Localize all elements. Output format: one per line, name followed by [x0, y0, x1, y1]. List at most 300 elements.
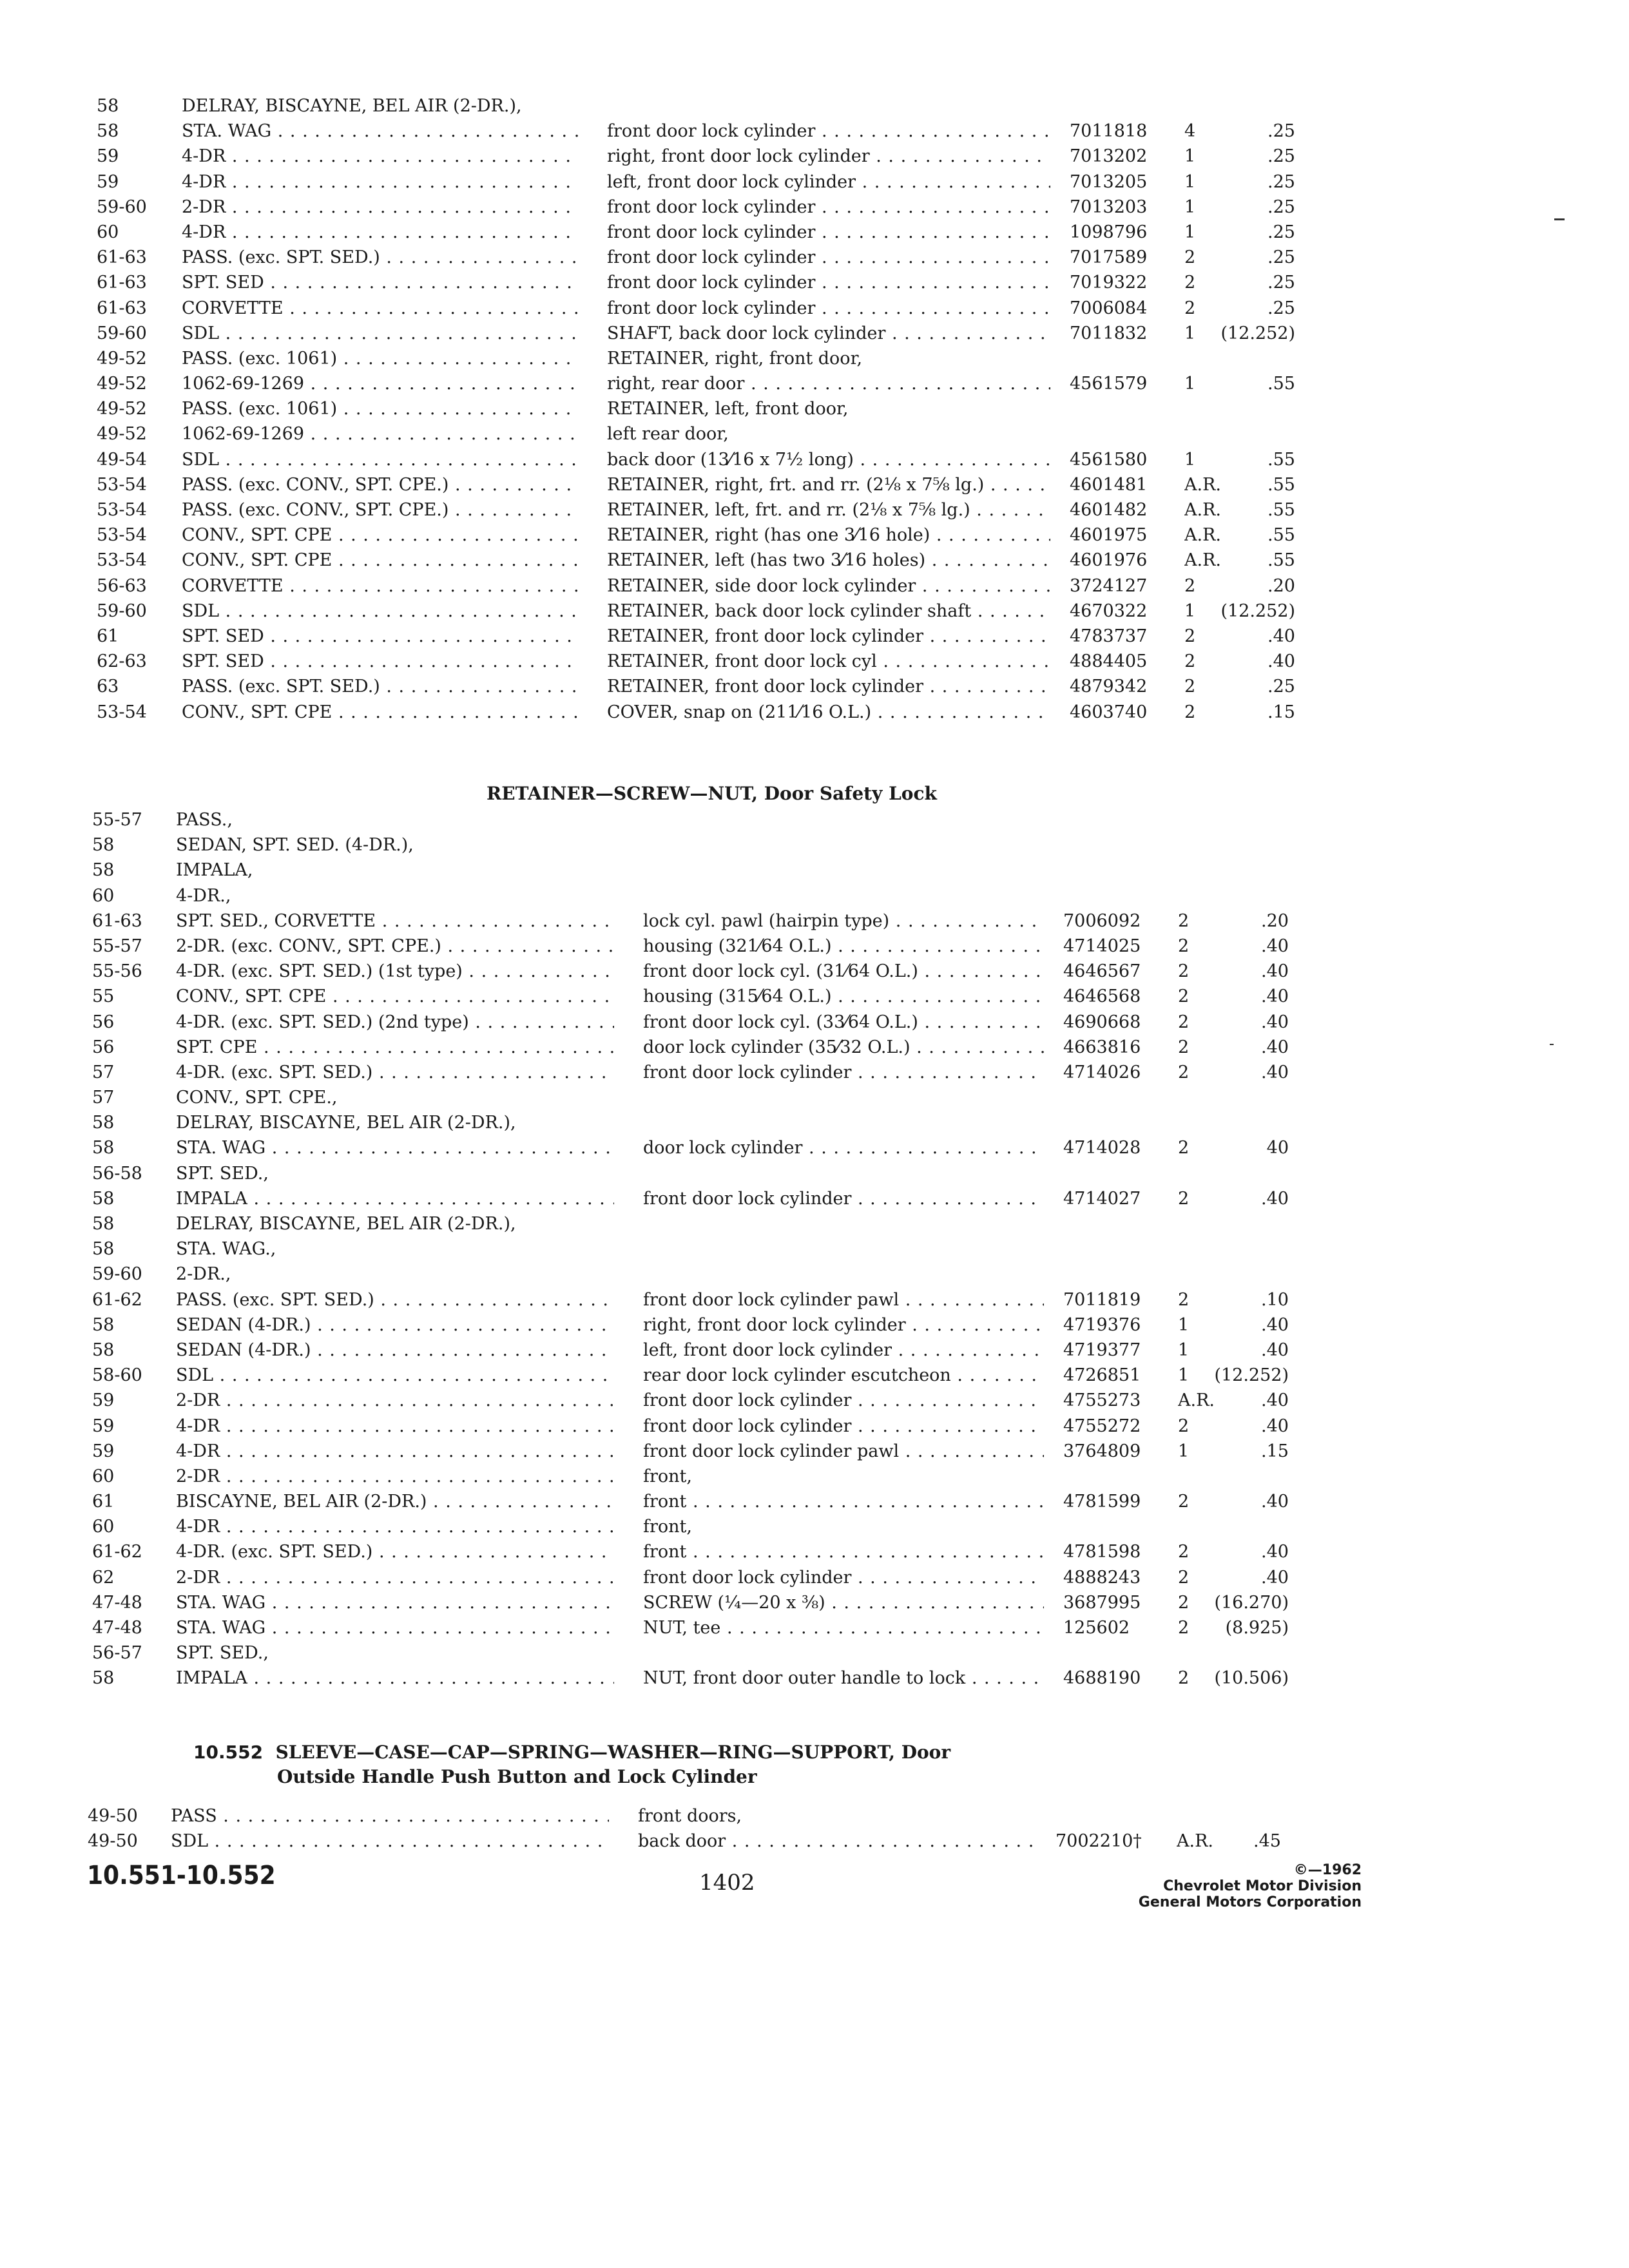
description-cell: rear door lock cylinder escutcheon . . . [643, 1363, 1044, 1388]
table-row [0, 1388, 1629, 1413]
quantity-cell: 2 [1178, 1542, 1190, 1562]
model-cell: 4-DR . . . [176, 1439, 614, 1464]
price-cell: (16.270) [1214, 1592, 1289, 1613]
year-cell: 61-62 [92, 1289, 142, 1310]
model-cell: 4-DR . . . [176, 1414, 614, 1439]
quantity-cell: 2 [1178, 936, 1190, 956]
model-cell: SDL . . . [182, 599, 578, 624]
year-cell: 58-60 [92, 1365, 142, 1386]
model-cell: IMPALA . . . [176, 1666, 614, 1691]
part-number-cell: 4561580 [1070, 449, 1148, 470]
part-number-cell: 4601481 [1070, 474, 1148, 495]
part-number-cell: 4601975 [1070, 525, 1148, 546]
heading-line2: Outside Handle Push Button and Lock Cylinder [277, 1766, 757, 1787]
table-row [0, 934, 1629, 959]
table-row [0, 649, 1629, 674]
price-cell: .15 [1261, 1441, 1289, 1461]
table-row [0, 1060, 1629, 1085]
description-cell: front door lock cyl. (33⁄64 O.L.) . . . [643, 1010, 1044, 1035]
price-cell: .40 [1261, 1542, 1289, 1562]
table-row [0, 497, 1629, 523]
table-row [0, 1464, 1629, 1489]
description-cell: RETAINER, side door lock cylinder . . . [607, 573, 1050, 599]
model-cell: DELRAY, BISCAYNE, BEL AIR (2-DR.), [176, 1113, 516, 1133]
quantity-cell: 2 [1178, 1037, 1190, 1057]
table-row [0, 346, 1629, 371]
price-cell: .25 [1268, 222, 1295, 242]
model-cell: BISCAYNE, BEL AIR (2-DR.) . . . [176, 1489, 614, 1514]
table-row [0, 1590, 1629, 1615]
year-cell: 59 [92, 1441, 115, 1461]
year-cell: 61-63 [97, 298, 147, 318]
description-cell: front door lock cylinder . . . [607, 296, 1050, 321]
part-number-cell: 4601976 [1070, 550, 1148, 571]
table-row [0, 1615, 1629, 1640]
price-cell: .40 [1261, 1340, 1289, 1360]
description-cell: front door lock cylinder pawl . . . [643, 1287, 1044, 1312]
table-row [0, 93, 1629, 119]
table-row [0, 270, 1629, 295]
part-number-cell: 7006084 [1070, 298, 1148, 318]
price-cell: (12.252) [1214, 1365, 1289, 1386]
year-cell: 58 [97, 96, 119, 116]
price-cell: .55 [1268, 500, 1295, 520]
price-cell: .45 [1253, 1831, 1281, 1852]
year-cell: 58 [92, 1113, 115, 1133]
table-row [0, 296, 1629, 321]
description-cell: RETAINER, right, frt. and rr. (2⅛ x 7⅝ lg.) . . . [607, 472, 1050, 497]
price-cell: .20 [1261, 910, 1289, 931]
model-cell: DELRAY, BISCAYNE, BEL AIR (2-DR.), [182, 96, 522, 116]
heading-line1-main: SLEEVE—CASE—CAP—SPRING—WASHER—RING—SUPPORT, [275, 1742, 895, 1763]
year-cell: 63 [97, 677, 119, 697]
model-cell: IMPALA . . . [176, 1186, 614, 1211]
description-cell: front door lock cylinder . . . [607, 119, 1050, 144]
description-cell: RETAINER, back door lock cylinder shaft . . . [607, 599, 1050, 624]
description-cell: SHAFT, back door lock cylinder . . . [607, 321, 1050, 346]
model-cell: SPT. SED . . . [182, 649, 578, 674]
section-number: 10.552 [193, 1742, 264, 1763]
price-cell: .10 [1261, 1289, 1289, 1310]
table-row [0, 1211, 1629, 1236]
year-cell: 59 [97, 146, 119, 167]
price-cell: .40 [1268, 626, 1295, 646]
description-cell: left, front door lock cylinder . . . [607, 169, 1050, 195]
model-cell: 4-DR . . . [182, 169, 578, 195]
table-row [0, 858, 1629, 883]
model-cell: 2-DR. (exc. CONV., SPT. CPE.) . . . [176, 934, 614, 959]
table-row [0, 883, 1629, 908]
part-number-cell: 4719377 [1063, 1340, 1141, 1360]
year-cell: 59 [92, 1416, 115, 1436]
price-cell: .40 [1261, 936, 1289, 956]
table-row [0, 959, 1629, 984]
model-cell: CONV., SPT. CPE . . . [182, 548, 578, 573]
price-cell: .40 [1261, 1314, 1289, 1335]
year-cell: 60 [92, 1466, 115, 1486]
price-cell: .40 [1261, 1188, 1289, 1209]
quantity-cell: 2 [1184, 298, 1196, 318]
table-row [0, 396, 1629, 421]
part-number-cell: 4888243 [1063, 1567, 1141, 1588]
description-cell: right, front door lock cylinder . . . [643, 1312, 1044, 1338]
description-cell: back door . . . [638, 1829, 1036, 1854]
part-number-cell: 4561579 [1070, 374, 1148, 394]
model-cell: 2-DR . . . [182, 195, 578, 220]
year-cell: 59-60 [97, 601, 147, 621]
price-cell: .55 [1268, 474, 1295, 495]
model-cell: STA. WAG . . . [176, 1615, 614, 1640]
model-cell: 4-DR. (exc. SPT. SED.) . . . [176, 1539, 614, 1564]
quantity-cell: 1 [1178, 1340, 1190, 1360]
table-row [0, 1640, 1629, 1666]
parts-table-section-3 [0, 1803, 1629, 1854]
quantity-cell: 2 [1178, 1567, 1190, 1588]
description-cell: door lock cylinder . . . [643, 1135, 1044, 1160]
table-row [0, 1312, 1629, 1338]
model-cell: CONV., SPT. CPE., [176, 1088, 338, 1108]
part-number-cell: 4755273 [1063, 1390, 1141, 1411]
year-cell: 55-57 [92, 810, 142, 830]
quantity-cell: 1 [1178, 1365, 1190, 1386]
model-cell: PASS. (exc. SPT. SED.) . . . [182, 674, 578, 699]
model-cell: 1062-69-1269 . . . [182, 371, 578, 396]
price-cell: .25 [1268, 197, 1295, 217]
model-cell: 4-DR. (exc. SPT. SED.) . . . [176, 1060, 614, 1085]
year-cell: 57 [92, 1088, 115, 1108]
price-cell: .25 [1268, 273, 1295, 293]
part-number-cell: 4714028 [1063, 1138, 1141, 1158]
quantity-cell: A.R. [1184, 550, 1221, 571]
description-cell: front door lock cylinder . . . [607, 270, 1050, 295]
part-number-cell: 4719376 [1063, 1314, 1141, 1335]
year-cell: 58 [92, 1188, 115, 1209]
model-cell: PASS. (exc. SPT. SED.) . . . [182, 245, 578, 270]
description-cell: front door lock cylinder . . . [643, 1060, 1044, 1085]
model-cell: 4-DR., [176, 885, 231, 906]
quantity-cell: 1 [1184, 449, 1196, 470]
table-row [0, 1565, 1629, 1590]
price-cell: .15 [1268, 702, 1295, 722]
price-cell: .25 [1268, 121, 1295, 142]
quantity-cell: A.R. [1178, 1390, 1215, 1411]
table-row [0, 984, 1629, 1009]
quantity-cell: 2 [1178, 1062, 1190, 1082]
year-cell: 61 [97, 626, 119, 646]
model-cell: IMPALA, [176, 860, 253, 881]
table-row [0, 700, 1629, 725]
year-cell: 49-50 [88, 1806, 138, 1826]
table-row [0, 807, 1629, 832]
model-cell: SDL . . . [171, 1829, 609, 1854]
table-row [0, 573, 1629, 599]
table-row [0, 195, 1629, 220]
quantity-cell: 2 [1184, 247, 1196, 268]
model-cell: 4-DR. (exc. SPT. SED.) (2nd type) . . . [176, 1010, 614, 1035]
table-row [0, 1035, 1629, 1060]
year-cell: 58 [92, 1138, 115, 1158]
year-cell: 56-63 [97, 575, 147, 596]
year-cell: 58 [92, 860, 115, 881]
year-cell: 59 [97, 171, 119, 192]
table-row [0, 1439, 1629, 1464]
model-cell: 2-DR . . . [176, 1565, 614, 1590]
year-cell: 58 [92, 835, 115, 856]
model-cell: SEDAN (4-DR.) . . . [176, 1338, 614, 1363]
quantity-cell: 2 [1178, 1668, 1190, 1689]
year-cell: 49-52 [97, 424, 147, 445]
part-number-cell: 7013202 [1070, 146, 1148, 167]
part-number-cell: 4670322 [1070, 601, 1148, 621]
description-cell: front, [643, 1517, 692, 1537]
year-cell: 49-50 [88, 1831, 138, 1852]
quantity-cell: 1 [1184, 146, 1196, 167]
table-row [0, 1803, 1629, 1829]
year-cell: 61-63 [92, 910, 142, 931]
quantity-cell: 1 [1184, 197, 1196, 217]
part-number-cell: 4646567 [1063, 961, 1141, 982]
price-cell: 40 [1266, 1138, 1289, 1158]
part-number-cell: 7011819 [1063, 1289, 1141, 1310]
price-cell: .40 [1261, 1390, 1289, 1411]
model-cell: PASS. (exc. SPT. SED.) . . . [176, 1287, 614, 1312]
price-cell: .55 [1268, 525, 1295, 546]
part-number-cell: 7019322 [1070, 273, 1148, 293]
model-cell: SEDAN (4-DR.) . . . [176, 1312, 614, 1338]
table-row [0, 1829, 1629, 1854]
corporation: General Motors Corporation [1138, 1894, 1362, 1910]
table-row [0, 1110, 1629, 1135]
model-cell: PASS. (exc. CONV., SPT. CPE.) . . . [182, 497, 578, 523]
description-cell: right, front door lock cylinder . . . [607, 144, 1050, 169]
year-cell: 53-54 [97, 474, 147, 495]
price-cell: .40 [1261, 1567, 1289, 1588]
table-row [0, 832, 1629, 858]
quantity-cell: 1 [1184, 374, 1196, 394]
table-row [0, 1414, 1629, 1439]
year-cell: 61-62 [92, 1542, 142, 1562]
model-cell: DELRAY, BISCAYNE, BEL AIR (2-DR.), [176, 1214, 516, 1234]
margin-mark [1550, 1044, 1554, 1045]
year-cell: 47-48 [92, 1592, 142, 1613]
description-cell: front door lock cylinder . . . [643, 1186, 1044, 1211]
year-cell: 61-63 [97, 247, 147, 268]
model-cell: SPT. SED., CORVETTE . . . [176, 908, 614, 934]
description-cell: RETAINER, right (has one 3⁄16 hole) . . . [607, 523, 1050, 548]
year-cell: 56-58 [92, 1163, 142, 1184]
description-cell: RETAINER, left, front door, [607, 399, 849, 419]
division: Chevrolet Motor Division [1163, 1878, 1362, 1894]
price-cell: .25 [1268, 677, 1295, 697]
description-cell: front door lock cylinder . . . [643, 1565, 1044, 1590]
description-cell: back door (13⁄16 x 7½ long) . . . [607, 447, 1050, 472]
table-row [0, 119, 1629, 144]
model-cell: SPT. SED . . . [182, 624, 578, 649]
year-cell: 53-54 [97, 702, 147, 722]
part-number-cell: 3724127 [1070, 575, 1148, 596]
model-cell: PASS . . . [171, 1803, 609, 1829]
year-cell: 47-48 [92, 1618, 142, 1638]
table-row [0, 1338, 1629, 1363]
model-cell: SPT. SED., [176, 1643, 269, 1664]
description-cell: left, front door lock cylinder . . . [643, 1338, 1044, 1363]
heading-rest: Door Safety Lock [758, 783, 937, 804]
model-cell: STA. WAG . . . [176, 1590, 614, 1615]
quantity-cell: 2 [1184, 651, 1196, 672]
part-number-cell: 4726851 [1063, 1365, 1141, 1386]
section-heading-sleeve-case [193, 1740, 950, 1765]
price-cell: .55 [1268, 449, 1295, 470]
quantity-cell: 2 [1178, 1289, 1190, 1310]
part-number-cell: 4783737 [1070, 626, 1148, 646]
part-number-cell: 3764809 [1063, 1441, 1141, 1461]
model-cell: CONV., SPT. CPE . . . [182, 700, 578, 725]
table-row [0, 624, 1629, 649]
table-row [0, 1186, 1629, 1211]
part-number-cell: 4603740 [1070, 702, 1148, 722]
description-cell: RETAINER, front door lock cylinder . . . [607, 624, 1050, 649]
model-cell: SDL . . . [182, 321, 578, 346]
table-row [0, 421, 1629, 447]
part-number-cell: 4690668 [1063, 1012, 1141, 1032]
year-cell: 58 [92, 1340, 115, 1360]
table-row [0, 548, 1629, 573]
year-cell: 53-54 [97, 525, 147, 546]
price-cell: (12.252) [1220, 601, 1295, 621]
table-row [0, 1514, 1629, 1539]
part-number-cell: 4781598 [1063, 1542, 1141, 1562]
description-cell: front door lock cylinder . . . [607, 195, 1050, 220]
quantity-cell: 2 [1184, 677, 1196, 697]
section-heading-line2 [277, 1765, 757, 1789]
copyright: ©—1962 [1293, 1862, 1362, 1878]
quantity-cell: 2 [1178, 961, 1190, 982]
description-cell: front door lock cyl. (31⁄64 O.L.) . . . [643, 959, 1044, 984]
heading-line1-rest: Door [894, 1742, 951, 1763]
price-cell: .40 [1261, 1416, 1289, 1436]
price-cell: .40 [1261, 986, 1289, 1007]
quantity-cell: 2 [1178, 1592, 1190, 1613]
year-cell: 61-63 [97, 273, 147, 293]
description-cell: left rear door, [607, 424, 729, 445]
description-cell: RETAINER, left (has two 3⁄16 holes) . . . [607, 548, 1050, 573]
model-cell: CORVETTE . . . [182, 296, 578, 321]
year-cell: 53-54 [97, 550, 147, 571]
description-cell: front door lock cylinder . . . [643, 1414, 1044, 1439]
part-number-cell: 7013203 [1070, 197, 1148, 217]
quantity-cell: 2 [1178, 1492, 1190, 1512]
quantity-cell: 2 [1178, 1138, 1190, 1158]
quantity-cell: 1 [1184, 323, 1196, 343]
table-row [0, 1666, 1629, 1691]
description-cell: door lock cylinder (35⁄32 O.L.) . . . [643, 1035, 1044, 1060]
description-cell: right, rear door . . . [607, 371, 1050, 396]
year-cell: 59-60 [97, 197, 147, 217]
price-cell: .40 [1261, 1037, 1289, 1057]
model-cell: CORVETTE . . . [182, 573, 578, 599]
price-cell: .55 [1268, 550, 1295, 571]
description-cell: SCREW (¼—20 x ⅜) . . . [643, 1590, 1044, 1615]
table-row [0, 447, 1629, 472]
description-cell: housing (321⁄64 O.L.) . . . [643, 934, 1044, 959]
price-cell: (8.925) [1225, 1618, 1289, 1638]
part-number-cell: 4646568 [1063, 986, 1141, 1007]
table-row [0, 523, 1629, 548]
year-cell: 58 [92, 1668, 115, 1689]
part-number-cell: 4884405 [1070, 651, 1148, 672]
model-cell: 4-DR. (exc. SPT. SED.) (1st type) . . . [176, 959, 614, 984]
part-number-cell: 4714026 [1063, 1062, 1141, 1082]
part-number-cell: 4781599 [1063, 1492, 1141, 1512]
quantity-cell: A.R. [1184, 474, 1221, 495]
year-cell: 58 [92, 1214, 115, 1234]
part-number-cell: 7002210† [1055, 1831, 1142, 1852]
quantity-cell: 2 [1178, 986, 1190, 1007]
year-cell: 59-60 [97, 323, 147, 343]
table-row [0, 245, 1629, 270]
model-cell: 4-DR . . . [182, 220, 578, 245]
parts-table-section-1 [0, 93, 1629, 725]
table-row [0, 1236, 1629, 1262]
part-number-cell: 4714025 [1063, 936, 1141, 956]
price-cell: (10.506) [1214, 1668, 1289, 1689]
year-cell: 53-54 [97, 500, 147, 520]
model-cell: STA. WAG., [176, 1239, 276, 1260]
table-row [0, 1161, 1629, 1186]
price-cell: .40 [1261, 961, 1289, 982]
price-cell: .55 [1268, 374, 1295, 394]
price-cell: .25 [1268, 298, 1295, 318]
quantity-cell: 1 [1184, 222, 1196, 242]
model-cell: 4-DR . . . [182, 144, 578, 169]
year-cell: 49-52 [97, 399, 147, 419]
table-row [0, 908, 1629, 934]
description-cell: RETAINER, front door lock cyl . . . [607, 649, 1050, 674]
year-cell: 55-56 [92, 961, 142, 982]
price-cell: .40 [1261, 1012, 1289, 1032]
part-number-cell: 7017589 [1070, 247, 1148, 268]
year-cell: 59-60 [92, 1264, 142, 1285]
year-cell: 60 [92, 1517, 115, 1537]
table-row [0, 1085, 1629, 1110]
year-cell: 57 [92, 1062, 115, 1082]
table-row [0, 599, 1629, 624]
part-number-cell: 7011832 [1070, 323, 1148, 343]
table-row [0, 321, 1629, 346]
heading-main: RETAINER—SCREW—NUT, [487, 783, 758, 804]
description-cell: front door lock cylinder . . . [643, 1388, 1044, 1413]
year-cell: 55-57 [92, 936, 142, 956]
table-row [0, 371, 1629, 396]
year-cell: 58 [97, 121, 119, 142]
description-cell: front . . . [643, 1539, 1044, 1564]
year-cell: 59 [92, 1390, 115, 1411]
model-cell: 2-DR . . . [176, 1388, 614, 1413]
year-cell: 56 [92, 1037, 115, 1057]
price-cell: .25 [1268, 247, 1295, 268]
price-cell: .40 [1261, 1062, 1289, 1082]
year-cell: 62 [92, 1567, 115, 1588]
table-row [0, 1539, 1629, 1564]
year-cell: 56-57 [92, 1643, 142, 1664]
table-row [0, 1489, 1629, 1514]
model-cell: 4-DR . . . [176, 1514, 614, 1539]
model-cell: PASS. (exc. 1061) . . . [182, 346, 578, 371]
part-number-cell: 1098796 [1070, 222, 1148, 242]
price-cell: .40 [1268, 651, 1295, 672]
quantity-cell: 4 [1184, 121, 1196, 142]
model-cell: SPT. SED . . . [182, 270, 578, 295]
